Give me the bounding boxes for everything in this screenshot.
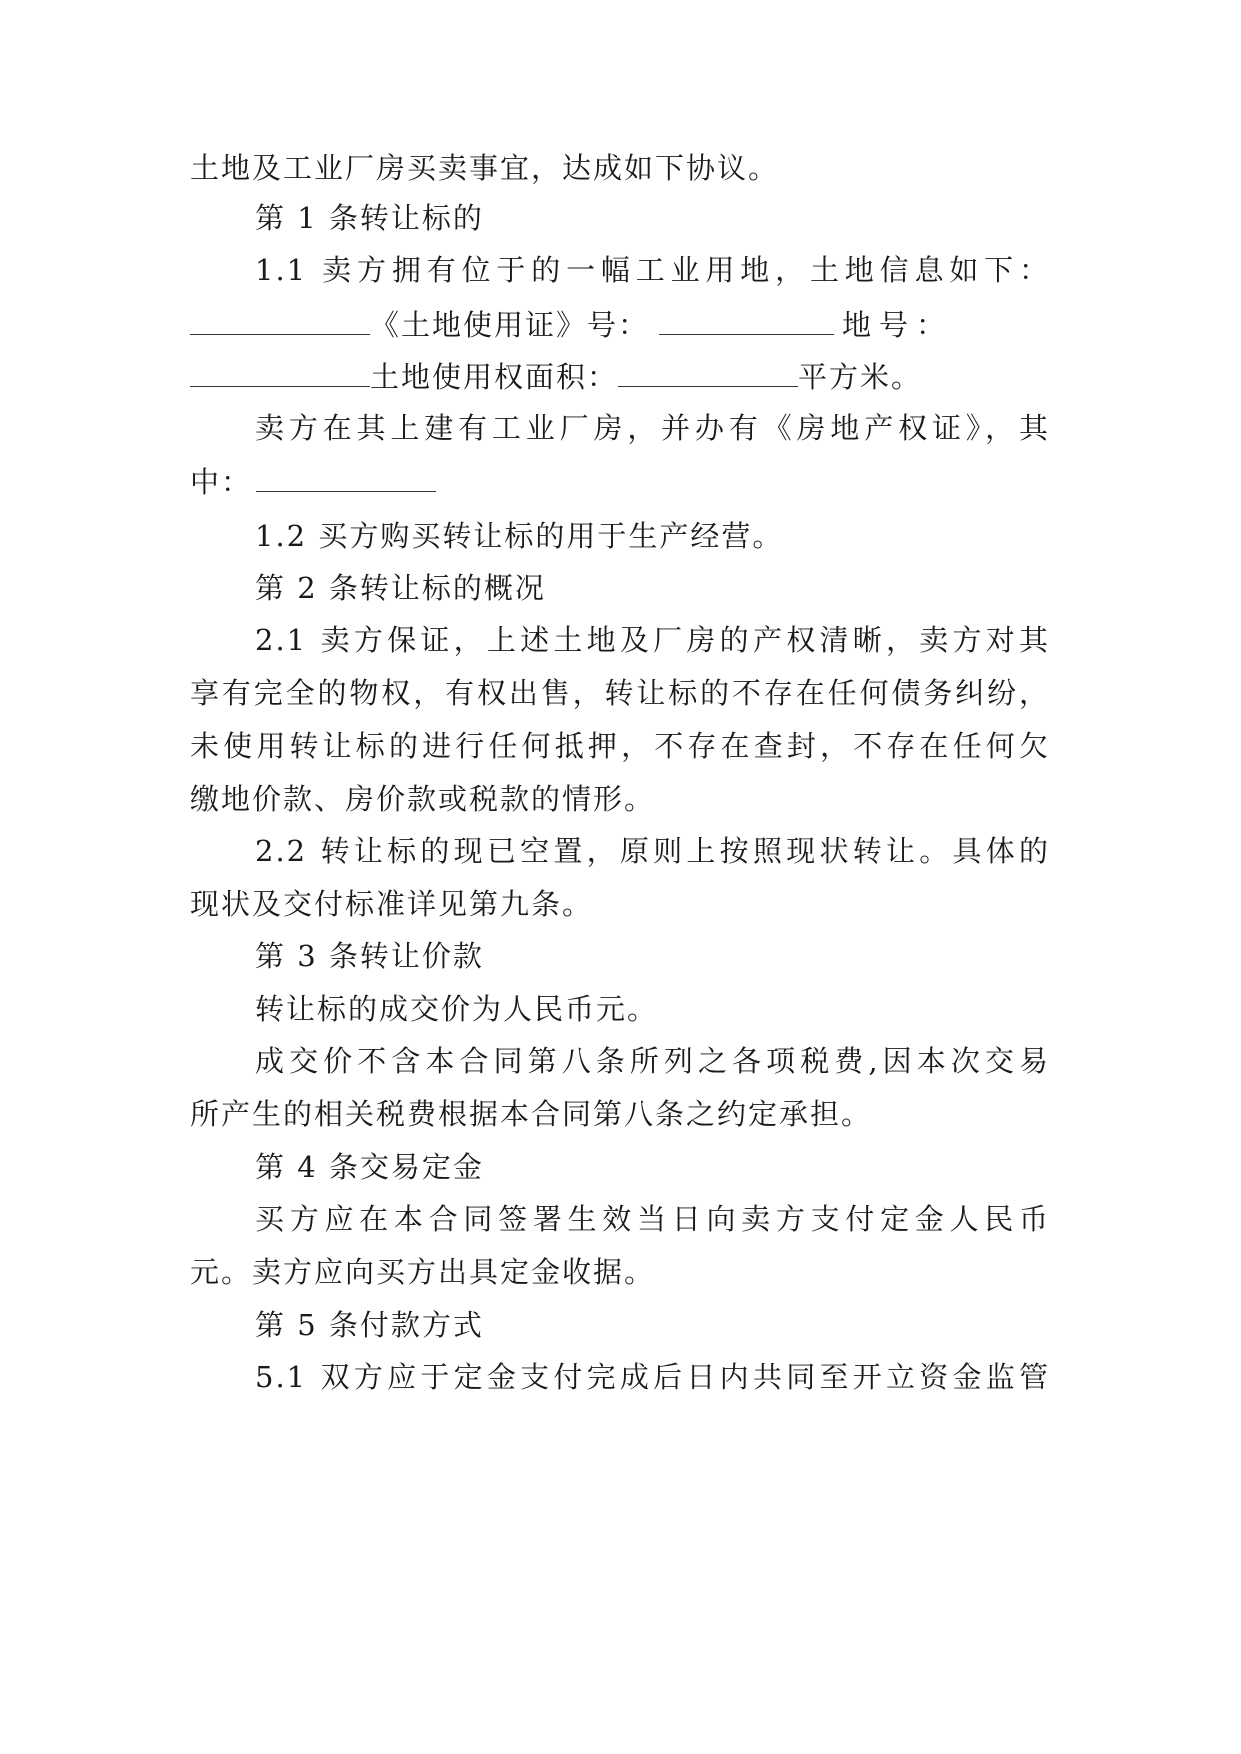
text-line-with-blanks bbox=[190, 305, 1050, 345]
fill-in-blank[interactable] bbox=[659, 306, 834, 335]
text-line: 买方应在本合同签署生效当日向卖方支付定金人民币 bbox=[255, 1202, 1050, 1236]
text-line: 元。卖方应向买方出具定金收据。 bbox=[190, 1255, 656, 1289]
text-line: 2.1 卖方保证，上述土地及厂房的产权清晰，卖方对其 bbox=[255, 623, 1050, 657]
text-line: 1.2 买方购买转让标的用于生产经营。 bbox=[255, 519, 784, 553]
fill-in-blank[interactable] bbox=[618, 358, 798, 387]
text-line: 成交价不含本合同第八条所列之各项税费,因本次交易 bbox=[255, 1044, 1050, 1078]
text-line: 现状及交付标准详见第九条。 bbox=[190, 887, 594, 921]
section-heading: 第 3 条转让价款 bbox=[255, 939, 484, 973]
text-line: 土地及工业厂房买卖事宜，达成如下协议。 bbox=[190, 151, 780, 185]
text-line-with-blank bbox=[190, 462, 1050, 502]
text-line: 1.1 卖方拥有位于的一幅工业用地，土地信息如下： bbox=[255, 253, 1050, 287]
fill-in-blank[interactable] bbox=[190, 358, 370, 387]
section-heading: 第 5 条付款方式 bbox=[255, 1308, 484, 1342]
section-heading: 第 1 条转让标的 bbox=[255, 201, 484, 235]
text-fragment: 中： bbox=[190, 465, 253, 499]
text-line: 所产生的相关税费根据本合同第八条之约定承担。 bbox=[190, 1097, 873, 1131]
text-line: 5.1 双方应于定金支付完成后日内共同至开立资金监管 bbox=[255, 1360, 1050, 1394]
text-fragment: 《土地使用证》号： bbox=[370, 308, 650, 342]
text-line: 转让标的成交价为人民币元。 bbox=[255, 992, 659, 1026]
section-heading: 第 4 条交易定金 bbox=[255, 1150, 484, 1184]
text-line: 卖方在其上建有工业厂房，并办有《房地产权证》，其 bbox=[255, 411, 1050, 445]
text-fragment: 土地使用权面积： bbox=[370, 360, 619, 394]
fill-in-blank[interactable] bbox=[256, 463, 436, 492]
section-heading: 第 2 条转让标的概况 bbox=[255, 571, 546, 605]
fill-in-blank[interactable] bbox=[190, 306, 370, 335]
text-line: 未使用转让标的进行任何抵押，不存在查封，不存在任何欠 bbox=[190, 729, 1050, 763]
text-line: 享有完全的物权，有权出售，转让标的不存在任何债务纠纷， bbox=[190, 676, 1050, 710]
text-fragment: 地号： bbox=[842, 308, 954, 342]
text-line-with-blanks bbox=[190, 357, 1050, 397]
text-fragment: 平方米。 bbox=[798, 360, 923, 394]
text-line: 2.2 转让标的现已空置，原则上按照现状转让。具体的 bbox=[255, 834, 1050, 868]
text-line: 缴地价款、房价款或税款的情形。 bbox=[190, 782, 656, 816]
